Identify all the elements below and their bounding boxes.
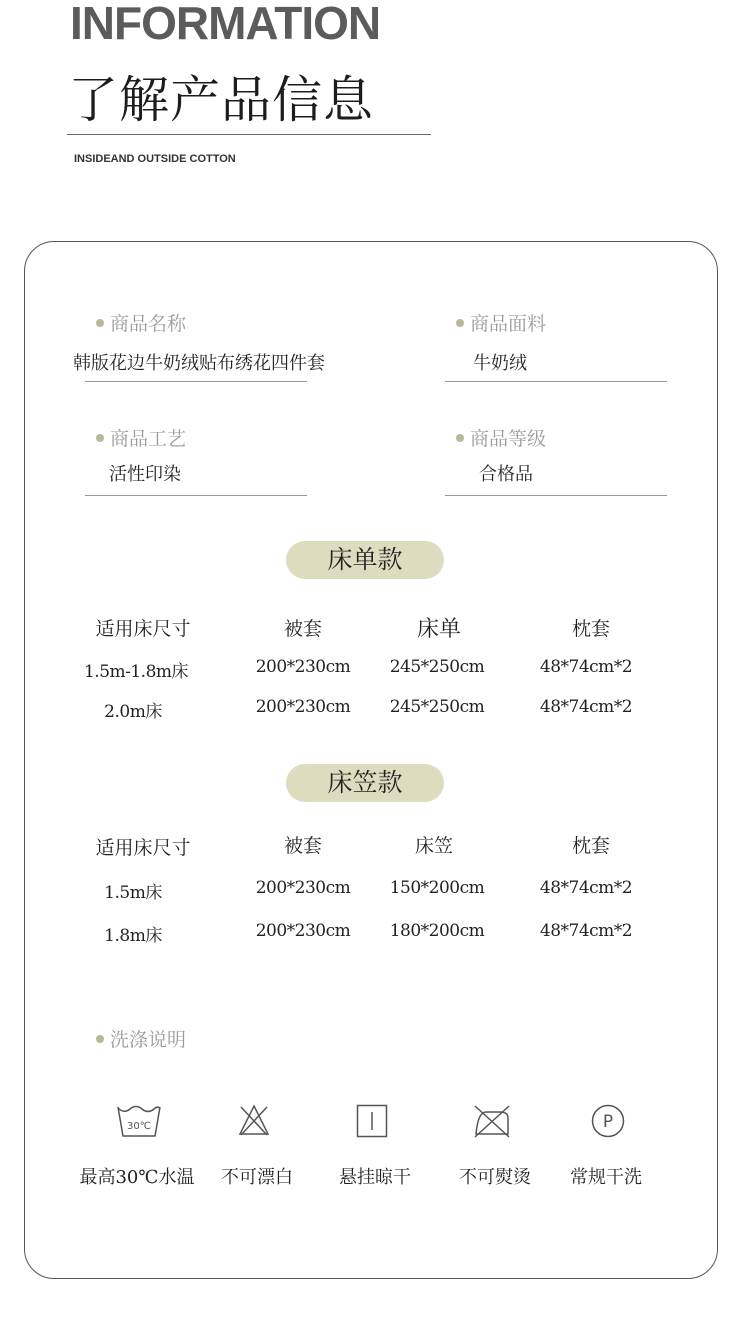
hang-dry-icon	[356, 1104, 388, 1138]
sheet-header-bed-size: 适用床尺寸	[95, 618, 191, 640]
bullet-dot	[96, 434, 104, 442]
sheet-row-1-size: 1.5m-1.8m床	[83, 662, 189, 682]
hang-dry-label: 悬挂晾干	[339, 1167, 411, 1188]
product-name-label: 商品名称	[96, 309, 186, 336]
fitted-row-2-size: 1.8m床	[104, 926, 162, 946]
craft-value: 活性印染	[109, 464, 181, 485]
sheet-row-2-sheet: 245*250cm	[389, 697, 485, 717]
bullet-dot	[96, 1035, 104, 1043]
no-iron-icon	[472, 1104, 512, 1138]
no-bleach-icon	[238, 1103, 270, 1137]
fitted-row-2-duvet: 200*230cm	[255, 921, 351, 941]
sheet-row-2-pillowcase: 48*74cm*2	[539, 697, 633, 717]
wash-30-icon	[116, 1103, 162, 1139]
no-bleach-label: 不可漂白	[221, 1167, 293, 1188]
fitted-row-2-fitted: 180*200cm	[389, 921, 485, 941]
fitted-header-pillowcase: 枕套	[571, 835, 611, 857]
wash-temp-text: 30℃	[127, 1121, 151, 1132]
sheet-header-duvet: 被套	[283, 618, 323, 640]
fabric-label: 商品面料	[456, 309, 546, 336]
dry-clean-symbol: P	[602, 1112, 614, 1132]
sheet-style-title: 床单款	[286, 541, 444, 579]
fitted-style-title: 床笠款	[286, 764, 444, 802]
sheet-row-1-duvet: 200*230cm	[255, 657, 351, 677]
fitted-header-fitted: 床笠	[414, 835, 454, 857]
fabric-value: 牛奶绒	[473, 353, 527, 374]
fitted-row-2-pillowcase: 48*74cm*2	[539, 921, 633, 941]
fitted-header-duvet: 被套	[283, 835, 323, 857]
fitted-row-1-fitted: 150*200cm	[389, 878, 485, 898]
sheet-row-2-duvet: 200*230cm	[255, 697, 351, 717]
fitted-row-1-pillowcase: 48*74cm*2	[539, 878, 633, 898]
fitted-row-1-size: 1.5m床	[104, 883, 162, 903]
dry-clean-label: 常规干洗	[570, 1167, 642, 1188]
title-english: INFORMATION	[70, 0, 381, 49]
grade-underline	[445, 495, 667, 496]
bullet-dot	[456, 319, 464, 327]
wash-30-label: 最高30℃水温	[79, 1167, 195, 1188]
sheet-row-2-size: 2.0m床	[104, 702, 162, 722]
subtitle: INSIDEAND OUTSIDE COTTON	[74, 153, 236, 165]
dry-clean-p-icon	[591, 1104, 625, 1138]
fitted-header-bed-size: 适用床尺寸	[95, 837, 191, 859]
product-name-value: 韩版花边牛奶绒贴布绣花四件套	[73, 353, 325, 374]
grade-value: 合格品	[479, 464, 533, 485]
craft-label: 商品工艺	[96, 424, 186, 451]
fabric-underline	[445, 381, 667, 382]
washing-label: 洗涤说明	[96, 1025, 186, 1052]
product-name-underline	[85, 381, 307, 382]
grade-label: 商品等级	[456, 424, 546, 451]
no-iron-label: 不可熨烫	[459, 1167, 531, 1188]
sheet-row-1-pillowcase: 48*74cm*2	[539, 657, 633, 677]
fitted-row-1-duvet: 200*230cm	[255, 878, 351, 898]
sheet-header-sheet: 床单	[416, 617, 462, 642]
craft-underline	[85, 495, 307, 496]
header-divider	[67, 134, 431, 135]
title-chinese: 了解产品信息	[68, 71, 374, 129]
sheet-row-1-sheet: 245*250cm	[389, 657, 485, 677]
sheet-header-pillowcase: 枕套	[571, 618, 611, 640]
bullet-dot	[456, 434, 464, 442]
bullet-dot	[96, 319, 104, 327]
